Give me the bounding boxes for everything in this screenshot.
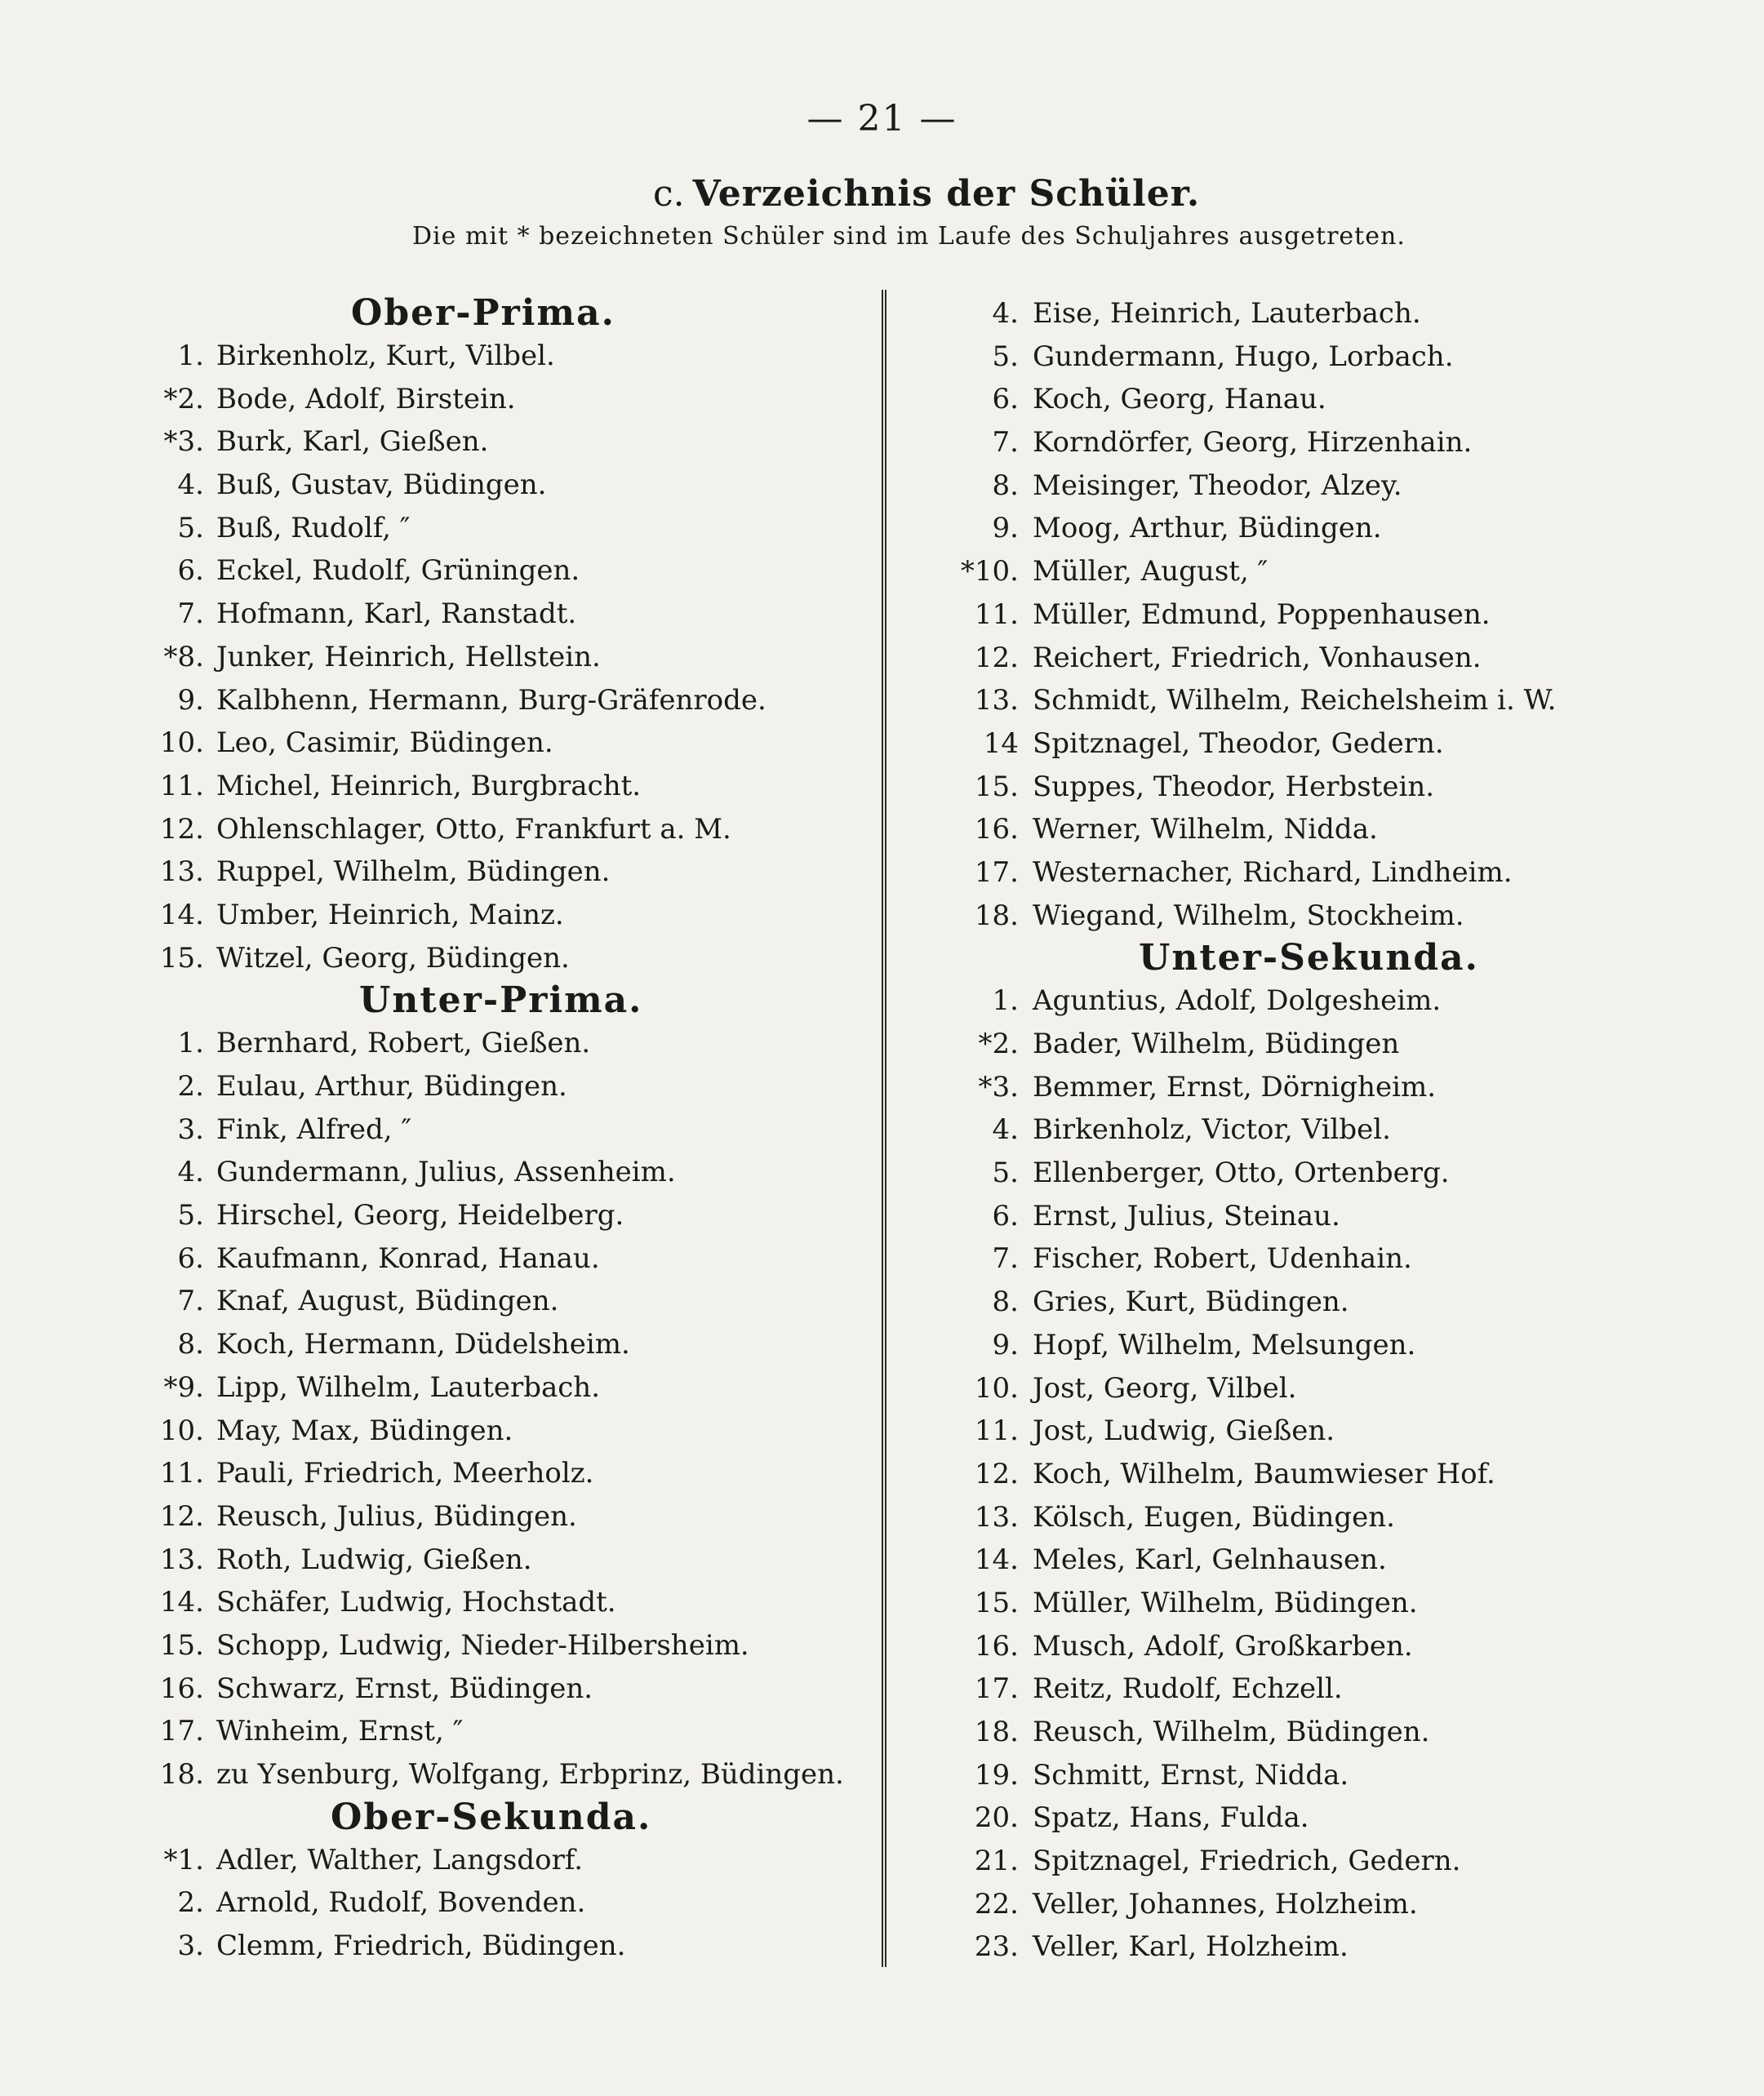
student-name: zu Ysenburg, Wolfgang, Erbprinz, Büdingen. xyxy=(216,1758,844,1791)
student-name: Hirschel, Georg, Heidelberg. xyxy=(216,1199,624,1232)
student-entry xyxy=(955,1324,1673,1367)
entry-number: *3. xyxy=(978,1070,1019,1104)
student-name: Spitznagel, Friedrich, Gedern. xyxy=(1033,1845,1461,1878)
student-entry xyxy=(955,895,1673,938)
student-name: Koch, Georg, Hanau. xyxy=(1033,383,1326,416)
entry-number: *2. xyxy=(163,382,204,415)
entry-number: 15. xyxy=(159,1628,204,1662)
student-name: Ellenberger, Otto, Ortenberg. xyxy=(1033,1157,1450,1190)
student-name: Jost, Georg, Vilbel. xyxy=(1033,1371,1297,1405)
student-entry xyxy=(955,593,1673,637)
page-number: — 21 — xyxy=(806,98,958,140)
student-entry xyxy=(114,1581,833,1624)
entry-number: 1. xyxy=(177,1027,204,1060)
student-name: Reichert, Friedrich, Vonhausen. xyxy=(1033,641,1482,674)
student-entry xyxy=(955,1925,1673,1969)
student-name: Birkenholz, Kurt, Vilbel. xyxy=(216,340,555,372)
entry-number: 16. xyxy=(974,813,1019,846)
student-name: Clemm, Friedrich, Büdingen. xyxy=(216,1929,626,1963)
student-name: Birkenholz, Victor, Vilbel. xyxy=(1033,1113,1391,1147)
entry-number: 14. xyxy=(159,898,204,931)
student-entry xyxy=(114,1839,833,1882)
entry-number: 4. xyxy=(177,1156,204,1189)
entry-number: 4. xyxy=(177,468,204,502)
entry-number: 16. xyxy=(159,1672,204,1705)
student-name: Buß, Rudolf, ″ xyxy=(216,511,411,544)
student-name: Adler, Walther, Langsdorf. xyxy=(216,1843,584,1876)
student-entry xyxy=(955,1754,1673,1797)
student-name: Michel, Heinrich, Burgbracht. xyxy=(216,769,642,802)
student-name: Moog, Arthur, Büdingen. xyxy=(1033,512,1382,545)
entry-number: *2. xyxy=(978,1028,1019,1060)
student-entry xyxy=(955,1453,1673,1496)
student-name: Spitznagel, Theodor, Gedern. xyxy=(1033,726,1444,760)
entry-number: 17. xyxy=(974,855,1019,889)
entry-number: 13. xyxy=(159,1543,204,1576)
student-entry xyxy=(955,1840,1673,1883)
entry-number: 9. xyxy=(992,512,1019,545)
student-entry xyxy=(114,1410,833,1453)
student-entry xyxy=(114,1065,833,1108)
entry-number: 4. xyxy=(992,1113,1019,1147)
entry-number: 18. xyxy=(159,1758,204,1791)
student-entry xyxy=(114,1495,833,1539)
student-name: Aguntius, Adolf, Dolgesheim. xyxy=(1033,984,1442,1018)
entry-number: 6. xyxy=(177,1241,204,1275)
student-name: Bader, Wilhelm, Büdingen xyxy=(1033,1028,1400,1060)
title-prefix: c. xyxy=(653,173,685,215)
student-entry xyxy=(955,1237,1673,1281)
student-entry xyxy=(955,1582,1673,1625)
student-entry xyxy=(955,1367,1673,1410)
student-name: Schwarz, Ernst, Büdingen. xyxy=(216,1672,593,1705)
entry-number: 1. xyxy=(992,984,1019,1018)
entry-number: 13. xyxy=(159,855,204,889)
student-entry xyxy=(114,1237,833,1281)
student-name: Ohlenschlager, Otto, Frankfurt a. M. xyxy=(216,812,731,846)
student-entry xyxy=(114,1624,833,1667)
entry-number: 5. xyxy=(992,340,1019,373)
student-name: Spatz, Hans, Fulda. xyxy=(1033,1801,1309,1835)
student-entry xyxy=(114,1323,833,1366)
student-name: Bernhard, Robert, Gießen. xyxy=(216,1027,591,1060)
entry-number: 7. xyxy=(992,426,1019,460)
entry-number: *9. xyxy=(163,1370,204,1404)
student-name: Gries, Kurt, Büdingen. xyxy=(1033,1286,1349,1319)
entry-number: 2. xyxy=(177,1886,204,1920)
student-entry xyxy=(955,979,1673,1023)
student-entry xyxy=(955,292,1673,335)
entry-number: 15. xyxy=(974,770,1019,803)
student-entry xyxy=(114,1280,833,1323)
column-divider xyxy=(882,290,886,1967)
student-entry xyxy=(114,1881,833,1925)
entry-number: 5. xyxy=(177,1199,204,1232)
student-name: Junker, Heinrich, Hellstein. xyxy=(216,640,601,673)
student-name: Lipp, Wilhelm, Lauterbach. xyxy=(216,1370,601,1404)
left-column xyxy=(114,292,844,1968)
student-entry xyxy=(114,1539,833,1582)
student-entry xyxy=(955,1108,1673,1152)
student-name: Reitz, Rudolf, Echzell. xyxy=(1033,1672,1343,1706)
student-entry xyxy=(955,421,1673,464)
student-entry xyxy=(955,464,1673,508)
student-entry xyxy=(955,1667,1673,1711)
right-column xyxy=(955,292,1673,1969)
student-entry xyxy=(114,1753,844,1796)
student-name: Ernst, Julius, Steinau. xyxy=(1033,1199,1340,1232)
entry-number: 18. xyxy=(974,1716,1019,1748)
entry-number: 4. xyxy=(992,297,1019,330)
student-entry xyxy=(114,894,833,937)
student-name: Veller, Karl, Holzheim. xyxy=(1033,1930,1349,1964)
student-entry xyxy=(955,378,1673,421)
student-name: Koch, Wilhelm, Baumwieser Hof. xyxy=(1033,1457,1495,1490)
entry-number: 12. xyxy=(159,812,204,846)
entry-number: 3. xyxy=(177,1112,204,1146)
student-name: Schmitt, Ernst, Nidda. xyxy=(1033,1758,1349,1792)
student-name: Schmidt, Wilhelm, Reichelsheim i. W. xyxy=(1033,684,1557,717)
student-name: Müller, Wilhelm, Büdingen. xyxy=(1033,1586,1418,1619)
student-entry xyxy=(114,1151,833,1194)
student-entry xyxy=(955,1883,1673,1926)
student-entry xyxy=(955,1281,1673,1324)
student-entry xyxy=(114,335,833,378)
student-name: Bemmer, Ernst, Dörnigheim. xyxy=(1033,1070,1436,1104)
class-section xyxy=(955,937,1673,1969)
entry-number: 23. xyxy=(974,1930,1019,1964)
student-name: Arnold, Rudolf, Bovenden. xyxy=(216,1886,586,1920)
student-name: Hofmann, Karl, Ranstadt. xyxy=(216,597,577,631)
student-name: Roth, Ludwig, Gießen. xyxy=(216,1543,532,1576)
entry-number: 10. xyxy=(159,726,204,760)
student-name: Umber, Heinrich, Mainz. xyxy=(216,898,564,931)
entry-number: 12. xyxy=(159,1499,204,1533)
entry-number: 7. xyxy=(177,597,204,631)
student-name: Reusch, Julius, Büdingen. xyxy=(216,1499,577,1533)
student-name: Wiegand, Wilhelm, Stockheim. xyxy=(1033,899,1464,932)
student-name: Pauli, Friedrich, Meerholz. xyxy=(216,1457,594,1490)
student-name: May, Max, Büdingen. xyxy=(216,1414,513,1447)
entry-number: 15. xyxy=(159,941,204,975)
entry-number: 6. xyxy=(177,554,204,588)
entry-number: 12. xyxy=(974,641,1019,674)
entry-number: 11. xyxy=(974,1414,1019,1448)
student-entry xyxy=(955,808,1673,851)
student-entry xyxy=(114,808,833,851)
student-entry xyxy=(955,550,1673,593)
student-name: Ruppel, Wilhelm, Büdingen. xyxy=(216,855,611,889)
student-entry xyxy=(114,1022,833,1065)
class-section xyxy=(114,292,833,979)
student-name: Müller, August, ″ xyxy=(1033,555,1269,588)
student-entry xyxy=(114,850,833,894)
entry-number: *3. xyxy=(163,425,204,459)
entry-number: 14. xyxy=(159,1586,204,1619)
entry-number: 1. xyxy=(177,340,204,372)
student-entry xyxy=(114,636,833,679)
student-name: Schopp, Ludwig, Nieder-Hilbersheim. xyxy=(216,1628,749,1662)
entry-number: 5. xyxy=(177,511,204,544)
student-name: Schäfer, Ludwig, Hochstadt. xyxy=(216,1586,616,1619)
student-name: Fink, Alfred, ″ xyxy=(216,1112,412,1146)
student-name: Burk, Karl, Gießen. xyxy=(216,425,489,459)
student-name: Eulau, Arthur, Büdingen. xyxy=(216,1070,567,1103)
entry-number: 6. xyxy=(992,383,1019,416)
student-name: Gundermann, Hugo, Lorbach. xyxy=(1033,340,1454,373)
student-entry xyxy=(114,1452,833,1495)
student-entry xyxy=(114,507,833,550)
student-entry xyxy=(955,1023,1673,1066)
student-entry xyxy=(114,679,833,722)
student-name: Bode, Adolf, Birstein. xyxy=(216,382,516,415)
student-name: Suppes, Theodor, Herbstein. xyxy=(1033,770,1435,803)
student-name: Eckel, Rudolf, Grüningen. xyxy=(216,554,580,588)
section-heading: Ober-Sekunda. xyxy=(331,1796,652,1838)
page-subtitle: Die mit * bezeichneten Schüler sind im Laufe des Schuljahres ausgetreten. xyxy=(412,222,1406,251)
class-section xyxy=(114,979,844,1796)
student-entry xyxy=(955,679,1673,722)
student-name: Musch, Adolf, Großkarben. xyxy=(1033,1629,1413,1663)
entry-number: 10. xyxy=(159,1414,204,1447)
entry-number: 11. xyxy=(159,769,204,802)
student-entry xyxy=(114,420,833,464)
student-name: Kölsch, Eugen, Büdingen. xyxy=(1033,1500,1395,1534)
student-name: Reusch, Wilhelm, Büdingen. xyxy=(1033,1716,1430,1748)
student-entry xyxy=(114,593,833,636)
entry-number: 8. xyxy=(177,1328,204,1361)
student-entry xyxy=(955,1711,1673,1754)
entry-number: *10. xyxy=(960,555,1019,588)
student-name: Hopf, Wilhelm, Melsungen. xyxy=(1033,1328,1416,1361)
student-name: Koch, Hermann, Düdelsheim. xyxy=(216,1328,630,1361)
entry-number: 14 xyxy=(983,726,1019,760)
student-name: Meles, Karl, Gelnhausen. xyxy=(1033,1543,1387,1577)
entry-number: 7. xyxy=(992,1242,1019,1276)
student-name: Leo, Casimir, Büdingen. xyxy=(216,726,553,760)
student-entry xyxy=(955,335,1673,379)
student-name: Gundermann, Julius, Assenheim. xyxy=(216,1156,676,1189)
student-entry xyxy=(955,1796,1673,1840)
student-entry xyxy=(955,1152,1673,1195)
student-entry xyxy=(114,937,833,980)
entry-number: 2. xyxy=(177,1070,204,1103)
student-entry xyxy=(955,722,1673,766)
student-name: Knaf, August, Büdingen. xyxy=(216,1285,559,1318)
entry-number: 3. xyxy=(177,1929,204,1963)
student-entry xyxy=(114,1366,833,1410)
student-name: Veller, Johannes, Holzheim. xyxy=(1033,1887,1418,1921)
student-name: Werner, Wilhelm, Nidda. xyxy=(1033,813,1378,846)
section-heading: Unter-Sekunda. xyxy=(1139,937,1479,979)
entry-number: 18. xyxy=(974,899,1019,932)
title-text: Verzeichnis der Schüler. xyxy=(692,173,1201,215)
entry-number: 6. xyxy=(992,1199,1019,1232)
student-entry xyxy=(114,1925,833,1968)
section-heading: Ober-Prima. xyxy=(351,292,615,334)
entry-number: 7. xyxy=(177,1285,204,1318)
student-entry xyxy=(955,1195,1673,1238)
student-entry xyxy=(955,851,1673,895)
entry-number: 11. xyxy=(974,597,1019,631)
student-entry xyxy=(955,1625,1673,1668)
student-entry xyxy=(955,637,1673,680)
student-entry xyxy=(955,766,1673,809)
student-name: Kaufmann, Konrad, Hanau. xyxy=(216,1241,600,1275)
entry-number: 11. xyxy=(159,1457,204,1490)
entry-number: 22. xyxy=(974,1887,1019,1921)
student-entry xyxy=(114,549,833,593)
entry-number: 9. xyxy=(992,1328,1019,1361)
entry-number: 9. xyxy=(177,683,204,717)
student-name: Meisinger, Theodor, Alzey. xyxy=(1033,468,1402,502)
student-entry xyxy=(114,1710,833,1753)
section-heading: Unter-Prima. xyxy=(359,979,643,1022)
student-name: Kalbhenn, Hermann, Burg-Gräfenrode. xyxy=(216,683,766,717)
student-entry xyxy=(955,1539,1673,1582)
student-entry xyxy=(955,1410,1673,1453)
student-entry xyxy=(114,1667,833,1711)
student-name: Buß, Gustav, Büdingen. xyxy=(216,468,547,502)
entry-number: 14. xyxy=(974,1543,1019,1577)
student-name: Korndörfer, Georg, Hirzenhain. xyxy=(1033,426,1473,460)
class-section xyxy=(955,292,1673,937)
student-name: Westernacher, Richard, Lindheim. xyxy=(1033,855,1513,889)
student-entry xyxy=(114,378,833,421)
student-entry xyxy=(114,464,833,507)
entry-number: 13. xyxy=(974,1500,1019,1534)
entry-number: 19. xyxy=(974,1758,1019,1792)
student-name: Witzel, Georg, Büdingen. xyxy=(216,941,570,975)
entry-number: 17. xyxy=(159,1715,204,1748)
class-section xyxy=(114,1796,833,1968)
page-title xyxy=(653,173,1200,215)
student-name: Fischer, Robert, Udenhain. xyxy=(1033,1242,1412,1276)
entry-number: 17. xyxy=(974,1672,1019,1706)
student-entry xyxy=(114,765,833,808)
student-entry xyxy=(955,1066,1673,1109)
entry-number: 21. xyxy=(974,1845,1019,1878)
entry-number: 12. xyxy=(974,1457,1019,1490)
entry-number: *1. xyxy=(163,1843,204,1876)
student-entry xyxy=(955,507,1673,550)
entry-number: *8. xyxy=(163,640,204,673)
entry-number: 8. xyxy=(992,468,1019,502)
student-name: Eise, Heinrich, Lauterbach. xyxy=(1033,297,1421,330)
entry-number: 16. xyxy=(974,1629,1019,1663)
entry-number: 15. xyxy=(974,1586,1019,1619)
student-entry xyxy=(955,1496,1673,1539)
student-name: Jost, Ludwig, Gießen. xyxy=(1033,1414,1335,1448)
student-entry xyxy=(114,1108,833,1152)
student-name: Müller, Edmund, Poppenhausen. xyxy=(1033,597,1491,631)
entry-number: 10. xyxy=(974,1371,1019,1405)
entry-number: 5. xyxy=(992,1157,1019,1190)
entry-number: 20. xyxy=(974,1801,1019,1835)
student-entry xyxy=(114,722,833,765)
student-name: Winheim, Ernst, ″ xyxy=(216,1715,464,1748)
student-entry xyxy=(114,1194,833,1237)
entry-number: 8. xyxy=(992,1286,1019,1319)
entry-number: 13. xyxy=(974,684,1019,717)
